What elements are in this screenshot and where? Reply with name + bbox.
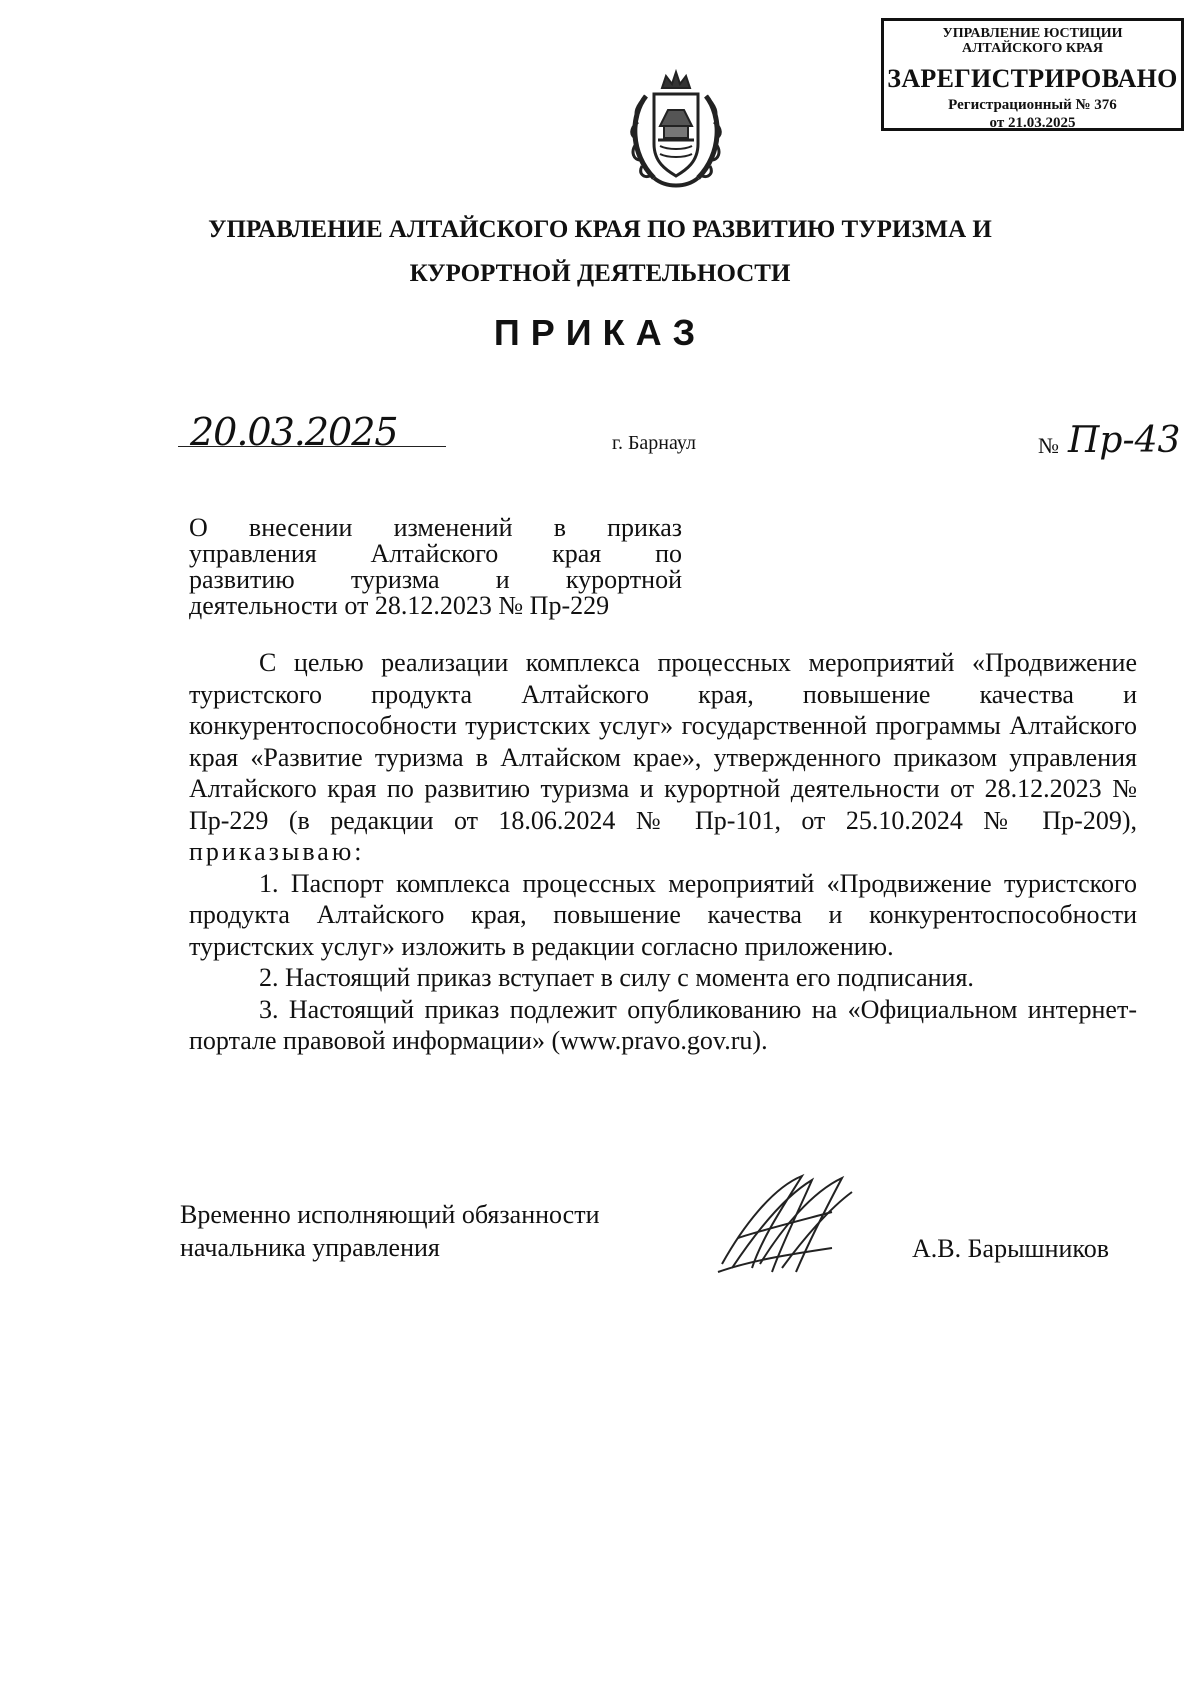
handwritten-date: 20.03.2025 bbox=[190, 410, 398, 454]
subject-line: развитию туризма и курортной bbox=[189, 565, 682, 594]
signer-name: А.В. Барышников bbox=[912, 1234, 1109, 1263]
registration-stamp bbox=[881, 18, 1184, 131]
stamp-authority-line1: УПРАВЛЕНИЕ ЮСТИЦИИ bbox=[942, 26, 1123, 41]
signer-position-line2: начальника управления bbox=[180, 1233, 440, 1262]
organization-name-line1: УПРАВЛЕНИЕ АЛТАЙСКОГО КРАЯ ПО РАЗВИТИЮ ТУРИЗМА И bbox=[208, 216, 992, 243]
order-subject bbox=[189, 515, 682, 619]
date-underline bbox=[178, 446, 446, 447]
handwritten-signature bbox=[712, 1168, 864, 1280]
preamble-paragraph bbox=[189, 647, 1137, 868]
coat-of-arms-icon bbox=[624, 66, 728, 194]
order-body bbox=[189, 647, 1137, 1057]
handwritten-number: Пр-43 bbox=[1068, 420, 1181, 461]
order-item-1: 1. Паспорт комплекса процессных мероприятий «Продвижение туристского продукта Алтайского края, повышение качества и конкурентоспособности туристских услуг» изложить в редакции согласно приложению. bbox=[189, 868, 1137, 961]
signer-position bbox=[180, 1198, 600, 1264]
number-label: № bbox=[1038, 433, 1059, 458]
subject-line: управления Алтайского края по bbox=[189, 539, 682, 568]
organization-name-line2: КУРОРТНОЙ ДЕЯТЕЛЬНОСТИ bbox=[409, 260, 791, 287]
order-item-3: 3. Настоящий приказ подлежит опубликованию на «Официальном интернет-портале правовой информации» (www.pravo.gov.ru). bbox=[189, 994, 1137, 1055]
stamp-registration-number: Регистрационный № 376 bbox=[948, 97, 1117, 113]
signer-position-line1: Временно исполняющий обязанности bbox=[180, 1200, 600, 1229]
city: г. Барнаул bbox=[612, 432, 696, 454]
stamp-authority-line2: АЛТАЙСКОГО КРАЯ bbox=[961, 41, 1104, 56]
stamp-registered: ЗАРЕГИСТРИРОВАНО bbox=[887, 64, 1178, 93]
document-type-title: ПРИКАЗ bbox=[493, 312, 707, 353]
stamp-registration-date: от 21.03.2025 bbox=[989, 115, 1076, 131]
subject-line: О внесении изменений в приказ bbox=[189, 513, 682, 542]
decree-word: приказываю: bbox=[189, 837, 365, 866]
organization-name bbox=[150, 208, 1050, 296]
preamble-text: С целью реализации комплекса процессных мероприятий «Продвижение туристского продукта Алтайского края, повышение качества и конкурентоспособности туристских услуг» государственной программы Алтайского края «Развитие туризма в Алтайском крае», утвержденного приказом управления Алтайского края по развитию туризма и курортной деятельности от 28.12.2023 № Пр-229 (в редакции от 18.06.2024 № Пр-101, от 25.10.2024 № Пр-209), bbox=[189, 648, 1137, 835]
order-item-2: 2. Настоящий приказ вступает в силу с момента его подписания. bbox=[259, 963, 974, 992]
subject-line: деятельности от 28.12.2023 № Пр-229 bbox=[189, 591, 610, 620]
